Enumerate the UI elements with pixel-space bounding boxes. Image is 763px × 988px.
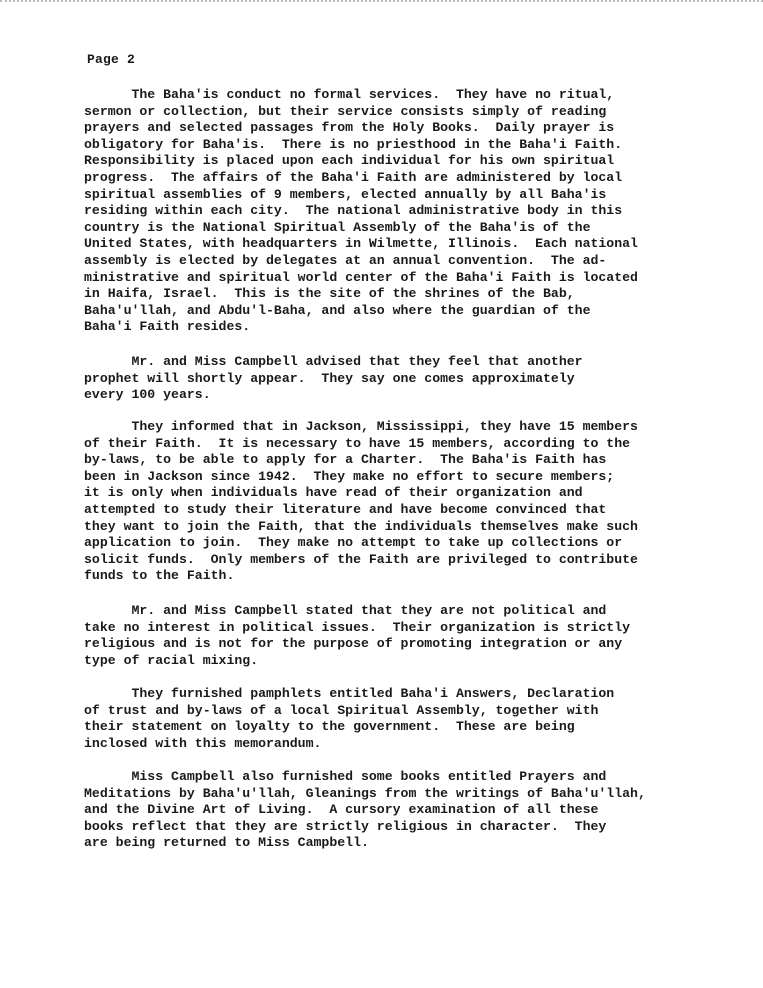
text-line: every 100 years.	[84, 387, 211, 403]
text-line: Miss Campbell also furnished some books entitled Prayers and	[84, 769, 607, 784]
text-line: United States, with headquarters in Wilmette, Illinois. Each national	[84, 236, 638, 252]
paragraph-jackson-members	[84, 419, 724, 585]
text-line: solicit funds. Only members of the Faith are privileged to contribute	[84, 551, 638, 567]
text-line: assembly is elected by delegates at an annual convention. The ad-	[84, 252, 607, 268]
text-line: inclosed with this memorandum.	[84, 735, 322, 751]
text-line: application to join. They make no attempt to take up collections or	[84, 535, 623, 551]
paragraph-books	[84, 769, 724, 852]
text-line: Meditations by Baha'u'llah, Gleanings from the writings of Baha'u'llah,	[84, 785, 646, 801]
text-line: spiritual assemblies of 9 members, elected annually by all Baha'is	[84, 186, 607, 202]
text-line: Baha'i Faith resides.	[84, 319, 251, 335]
text-line: their statement on loyalty to the government. These are being	[84, 719, 575, 735]
text-line: in Haifa, Israel. This is the site of the shrines of the Bab,	[84, 286, 575, 302]
text-line: been in Jackson since 1942. They make no effort to secure members;	[84, 468, 615, 484]
text-line: The Baha'is conduct no formal services. They have no ritual,	[84, 87, 615, 102]
paragraph-prophet	[84, 354, 724, 404]
text-line: funds to the Faith.	[84, 568, 235, 584]
text-line: country is the National Spiritual Assembly of the Baha'is of the	[84, 219, 591, 235]
text-line: of their Faith. It is necessary to have 15 members, according to the	[84, 435, 631, 451]
text-line: type of racial mixing.	[84, 652, 259, 668]
text-line: They informed that in Jackson, Mississippi, they have 15 members	[84, 419, 638, 434]
text-line: They furnished pamphlets entitled Baha'i Answers, Declaration	[84, 686, 615, 701]
paragraph-pamphlets	[84, 686, 724, 752]
text-line: residing within each city. The national administrative body in this	[84, 203, 623, 219]
text-line: prayers and selected passages from the Holy Books. Daily prayer is	[84, 120, 615, 136]
page-number: Page 2	[87, 52, 136, 67]
text-line: they want to join the Faith, that the individuals themselves make such	[84, 518, 638, 534]
paragraph-worship-and-administration	[84, 87, 724, 336]
paragraph-political-stance	[84, 603, 724, 669]
text-line: attempted to study their literature and have become convinced that	[84, 501, 607, 517]
text-line: are being returned to Miss Campbell.	[84, 835, 369, 851]
text-line: Baha'u'llah, and Abdu'l-Baha, and also where the guardian of the	[84, 302, 591, 318]
text-line: take no interest in political issues. Their organization is strictly	[84, 619, 631, 635]
text-line: religious and is not for the purpose of promoting integration or any	[84, 636, 623, 652]
text-line: ministrative and spiritual world center of the Baha'i Faith is located	[84, 269, 638, 285]
text-line: Mr. and Miss Campbell advised that they feel that another	[84, 354, 583, 369]
text-line: and the Divine Art of Living. A cursory examination of all these	[84, 802, 599, 818]
text-line: of trust and by-laws of a local Spiritual Assembly, together with	[84, 702, 599, 718]
text-line: prophet will shortly appear. They say one comes approximately	[84, 370, 575, 386]
text-line: by-laws, to be able to apply for a Charter. The Baha'is Faith has	[84, 452, 607, 468]
text-line: sermon or collection, but their service consists simply of reading	[84, 103, 607, 119]
text-line: it is only when individuals have read of their organization and	[84, 485, 583, 501]
text-line: books reflect that they are strictly religious in character. They	[84, 818, 607, 834]
text-line: progress. The affairs of the Baha'i Faith are administered by local	[84, 169, 623, 185]
text-line: Mr. and Miss Campbell stated that they are not political and	[84, 603, 607, 618]
text-line: obligatory for Baha'is. There is no priesthood in the Baha'i Faith.	[84, 136, 623, 152]
page-top-edge	[0, 0, 763, 2]
text-line: Responsibility is placed upon each individual for his own spiritual	[84, 153, 615, 169]
